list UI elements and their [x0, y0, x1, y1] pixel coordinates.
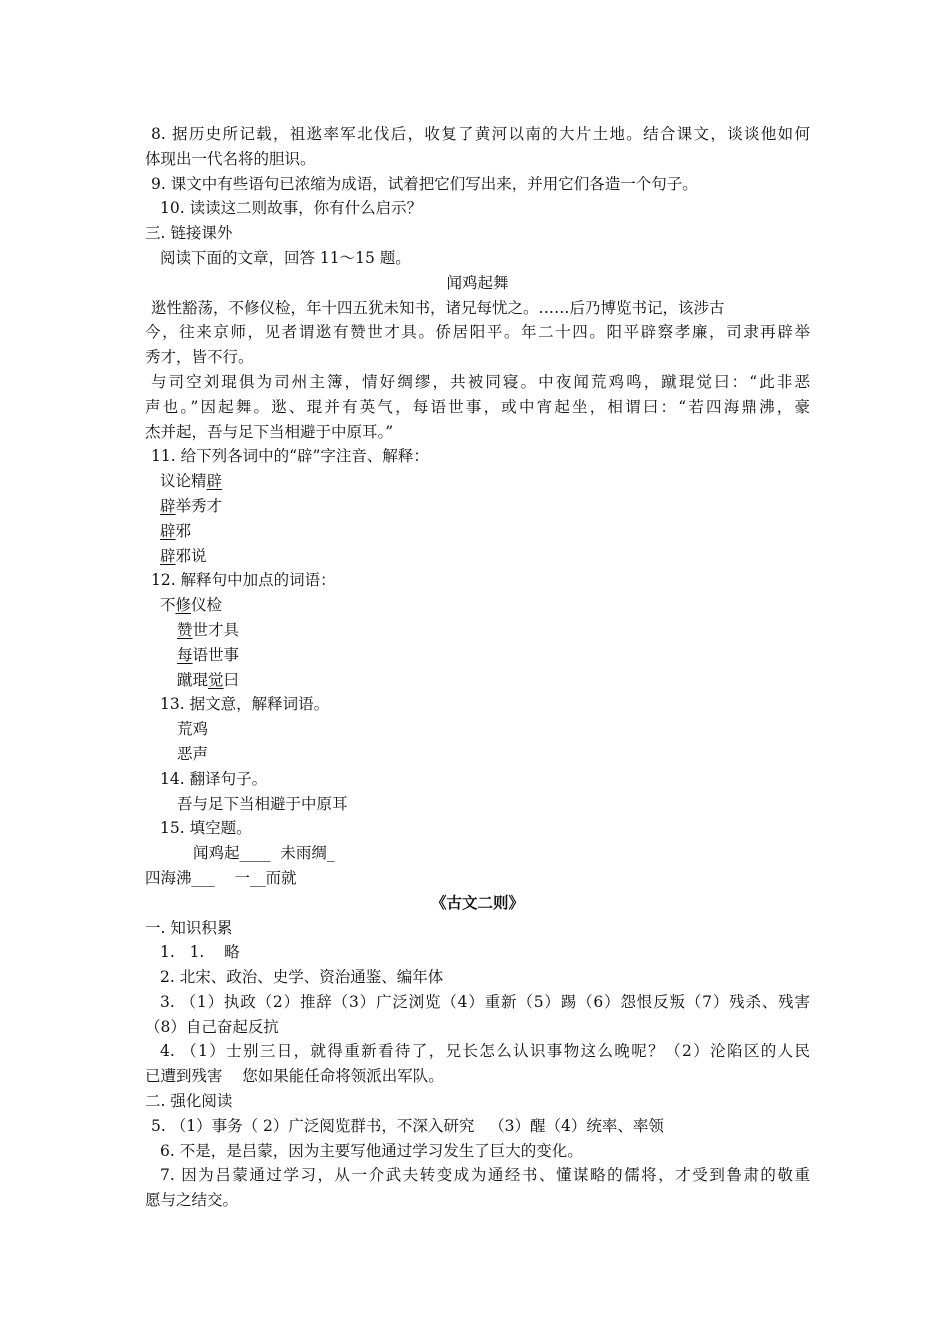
question-10: 10. 读读这二则故事，你有什么启示？	[160, 199, 423, 218]
answer-7-line-2: 愿与之结交。	[145, 1191, 239, 1210]
passage-para-1-line-3: 秀才，皆不行。	[145, 348, 254, 367]
document-page	[145, 122, 810, 1213]
passage-para-1-line-1: 逖性豁荡，不修仪检，年十四五犹未知书，诸兄每忧之。……后乃博览书记，该涉古	[151, 298, 725, 317]
passage-title: 闻鸡起舞	[446, 273, 509, 292]
question-8-line-2: 体现出一代名将的胆识。	[145, 149, 316, 168]
underlined-char: 赞	[177, 620, 193, 639]
question-13-item: 荒鸡	[177, 720, 209, 739]
underlined-char: 辟	[160, 521, 176, 540]
answer-5: 5. （1）事务（ 2）广泛阅览群书，不深入研究 （3）醒（4）统率、率领	[151, 1116, 664, 1135]
passage-para-2-line-1: 与司空刘琨俱为司州主簿，情好绸缪，共被同寝。中夜闻荒鸡鸣，蹴琨觉曰：“此非恶	[151, 372, 810, 391]
question-11-item: 议论精辟	[160, 472, 223, 491]
fill-blank: ____	[239, 844, 271, 863]
question-15-fill-row-1: 闻鸡起____ 未雨绸_	[193, 844, 335, 863]
answer-4-line-2: 已遭到残害 您如果能任命将领派出军队。	[145, 1067, 444, 1086]
question-15-stem: 15. 填空题。	[160, 819, 252, 838]
answer-3-line-1: 3. （1）执政（2）推辞（3）广泛浏览（4）重新（5）踢（6）怨恨反叛（7）残杀、残害	[160, 992, 810, 1011]
underlined-char: 觉	[208, 670, 224, 689]
underlined-char: 辟	[160, 546, 176, 565]
question-14-sentence: 吾与足下当相避于中原耳	[177, 794, 348, 813]
section-3-instruction: 阅读下面的文章，回答 11～15 题。	[160, 248, 411, 267]
question-14-stem: 14. 翻译句子。	[160, 769, 268, 788]
answers-part-2-heading: 二. 强化阅读	[145, 1092, 233, 1111]
question-9: 9. 课文中有些语句已浓缩为成语，试着把它们写出来，并用它们各造一个句子。	[151, 174, 698, 193]
question-12-item: 蹴琨觉曰	[177, 670, 240, 689]
question-11-item: 辟邪	[160, 521, 192, 540]
question-11-stem: 11. 给下列各词中的“辟”字注音、解释：	[151, 447, 429, 466]
underlined-char: 每	[177, 645, 193, 664]
question-12-item: 赞世才具	[177, 620, 240, 639]
question-13-stem: 13. 据文意，解释词语。	[160, 695, 330, 714]
answers-part-1-heading: 一. 知识积累	[145, 918, 233, 937]
question-8-line-1: 8. 据历史所记载，祖逖率军北伐后，收复了黄河以南的大片土地。结合课文，谈谈他如何	[151, 125, 810, 143]
underlined-char: 修	[175, 596, 192, 615]
answer-7-line-1: 7. 因为吕蒙通过学习，从一介武夫转变成为通经书、懂谋略的儒将，才受到鲁肃的敬重	[160, 1166, 810, 1185]
question-12-item: 每语世事	[177, 645, 240, 664]
question-15-fill-row-2: 四海沸___ 一__而就	[145, 868, 297, 887]
question-12-item: 不修仪检	[160, 596, 223, 615]
answers-title: 《古文二则》	[430, 892, 524, 912]
underlined-char: 辟	[160, 496, 176, 515]
fill-blank: _	[326, 844, 335, 863]
passage-para-2-line-2: 声也。”因起舞。逖、琨并有英气，每语世事，或中宵起坐，相谓曰：“若四海鼎沸，豪	[145, 397, 810, 416]
answer-3-line-2: （8）自己奋起反抗	[145, 1017, 279, 1036]
answer-4-line-1: 4. （1）士别三日，就得重新看待了，兄长怎么认识事物这么晚呢？（2）沦陷区的人民	[160, 1042, 810, 1061]
passage-para-2-line-3: 杰并起，吾与足下当相避于中原耳。”	[145, 422, 394, 441]
answer-2: 2. 北宋、政治、史学、资治通鉴、编年体	[160, 968, 444, 987]
question-11-item: 辟举秀才	[160, 496, 223, 515]
fill-blank: ___	[191, 868, 215, 887]
section-3-heading: 三. 链接课外	[145, 224, 233, 243]
answer-1: 1. 1. 略	[160, 943, 240, 962]
underlined-char: 辟	[206, 472, 223, 491]
passage-para-1-line-2: 今，往来京师，见者谓逖有赞世才具。侨居阳平。年二十四。阳平辟察孝廉，司隶再辟举	[145, 323, 810, 342]
answer-6: 6. 不是，是吕蒙，因为主要写他通过学习发生了巨大的变化。	[160, 1141, 583, 1160]
question-12-stem: 12. 解释句中加点的词语：	[151, 571, 336, 590]
question-13-item: 恶声	[177, 744, 209, 763]
question-11-item: 辟邪说	[160, 546, 207, 565]
fill-blank: __	[250, 868, 266, 887]
